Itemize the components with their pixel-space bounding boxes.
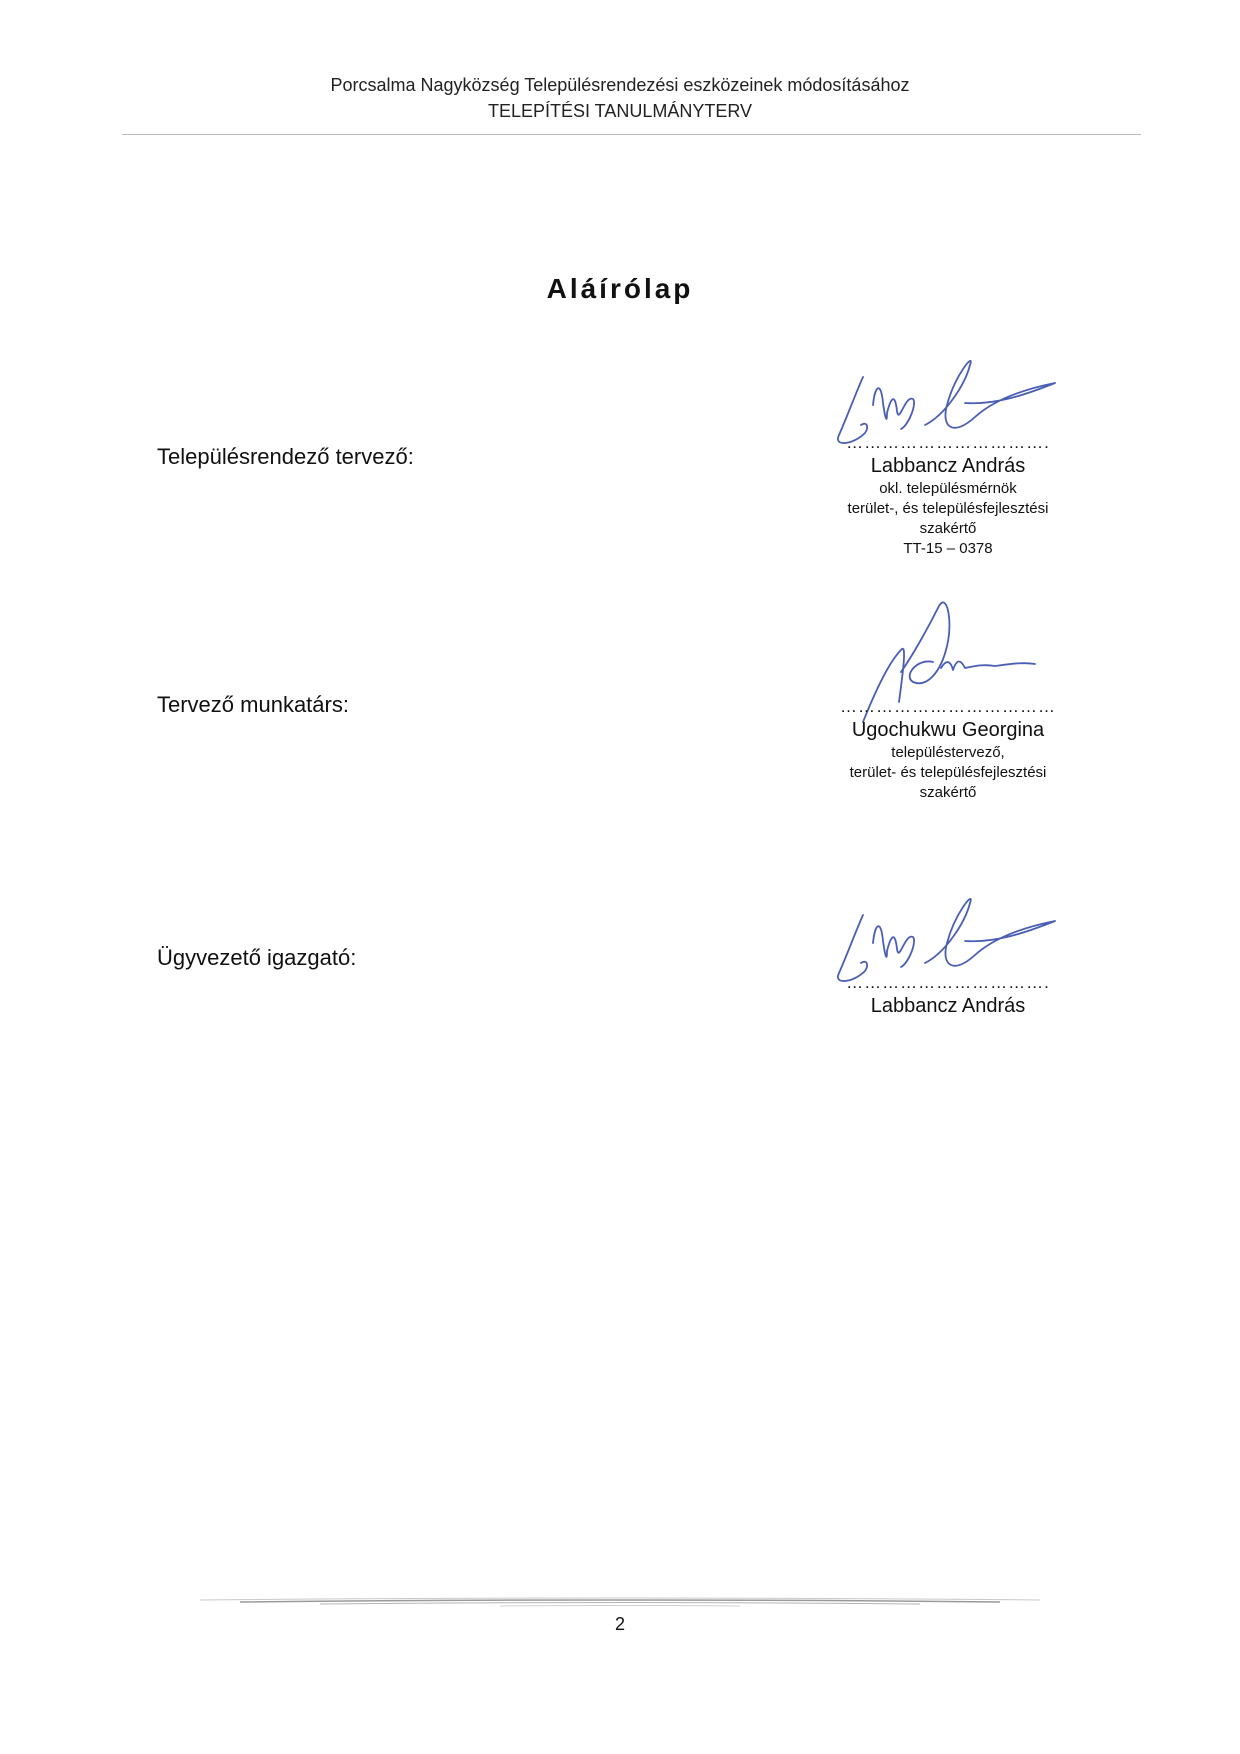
signatory-qualification: terület- és településfejlesztési xyxy=(849,764,1047,781)
signatory-qualification: településtervező, xyxy=(891,744,1005,761)
signature-block-director xyxy=(793,974,1103,1019)
header-subtitle: TELEPÍTÉSI TANULMÁNYTERV xyxy=(487,101,753,121)
footer-divider xyxy=(200,1594,1040,1608)
signatory-name: Labbancz András xyxy=(870,995,1026,1017)
signatory-license-number: TT-15 – 0378 xyxy=(903,540,993,557)
role-label-associate: Tervező munkatárs: xyxy=(157,692,349,717)
signatory-qualification: szakértő xyxy=(919,784,977,801)
header-title: Porcsalma Nagyközség Településrendezési eszközeinek módosításához xyxy=(330,75,910,95)
signatory-qualification: terület-, és településfejlesztési xyxy=(847,500,1049,517)
page-number: 2 xyxy=(614,1614,625,1634)
header-divider xyxy=(122,134,1141,135)
signatory-name: Ugochukwu Georgina xyxy=(851,719,1045,741)
role-label-planner: Településrendező tervező: xyxy=(157,444,414,469)
signature-block-associate xyxy=(793,698,1103,803)
role-label-director: Ügyvezető igazgató: xyxy=(157,945,357,970)
page-title: Aláírólap xyxy=(546,273,694,304)
signature-line: ……………………………… xyxy=(840,697,1056,716)
signature-block-planner xyxy=(793,434,1103,559)
signatory-qualification: okl. településmérnök xyxy=(879,480,1017,497)
signatory-name: Labbancz András xyxy=(870,455,1026,477)
signatory-qualification: szakértő xyxy=(919,520,977,537)
signature-line: ……………………………. xyxy=(846,973,1050,992)
signature-line: ……………………………. xyxy=(846,433,1050,452)
